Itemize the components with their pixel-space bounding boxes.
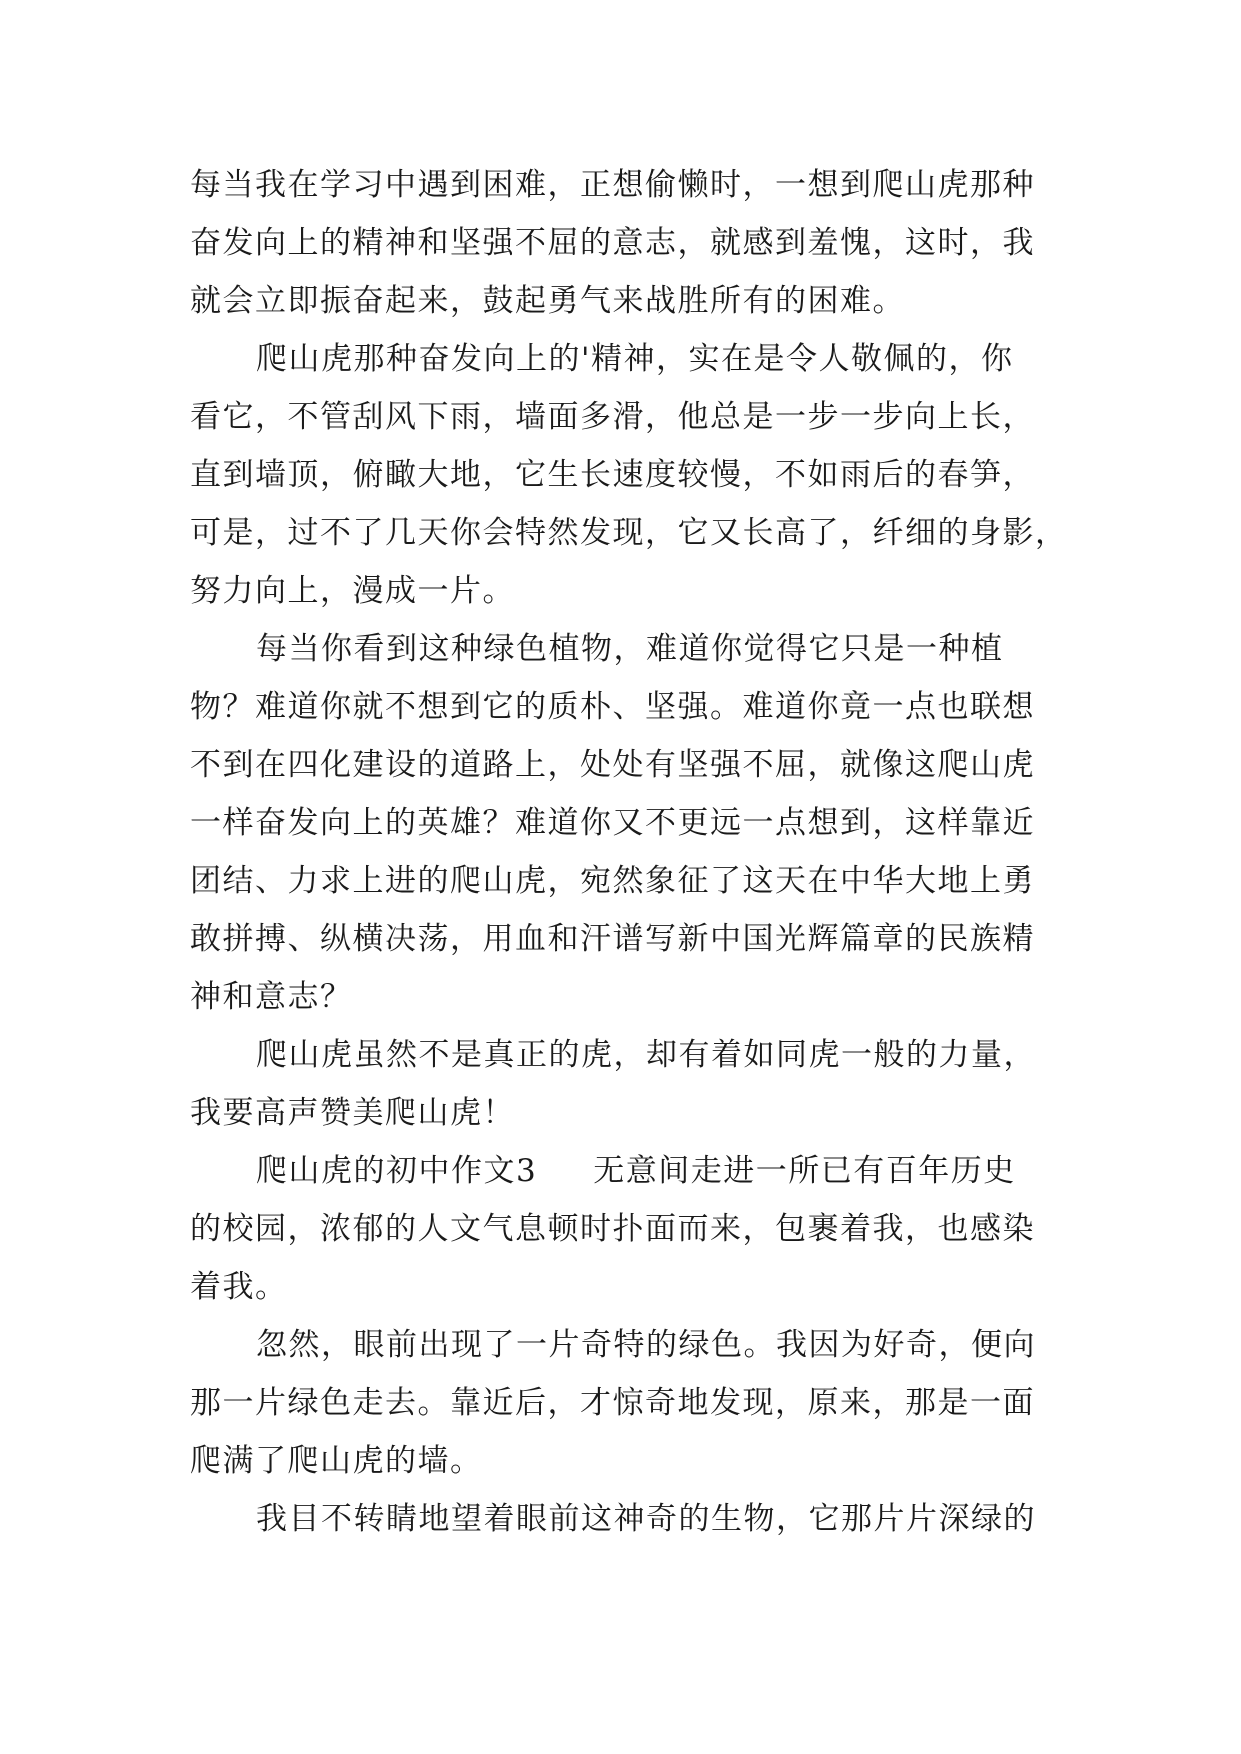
text-line: 那一片绿色走去。靠近后，才惊奇地发现，原来，那是一面 [190, 1385, 1035, 1421]
text-line: 爬满了爬山虎的墙。 [190, 1443, 483, 1479]
text-line: 忽然，眼前出现了一片奇特的绿色。我因为好奇，便向 [256, 1327, 1036, 1363]
paragraph [190, 1490, 1060, 1548]
text-line: 每当你看到这种绿色植物，难道你觉得它只是一种植 [256, 631, 1004, 667]
text-line: 的校园，浓郁的人文气息顿时扑面而来，包裹着我，也感染 [190, 1211, 1035, 1247]
essay-body [190, 156, 1068, 1548]
text-line: 爬山虎那种奋发向上的'精神，实在是令人敬佩的，你 [256, 341, 1014, 377]
text-line: 团结、力求上进的爬山虎，宛然象征了这天在中华大地上勇 [190, 863, 1035, 899]
paragraph [190, 330, 1068, 620]
paragraph [190, 1026, 1060, 1142]
text-line: 看它，不管刮风下雨，墙面多滑，他总是一步一步向上长， [190, 399, 1035, 435]
text-line: 就会立即振奋起来，鼓起勇气来战胜所有的困难。 [190, 283, 905, 319]
paragraph [190, 1142, 1060, 1316]
paragraph [190, 620, 1060, 1026]
text-span: 无意间走进一所已有百年历史 [593, 1153, 1016, 1189]
text-line: 爬山虎虽然不是真正的虎，却有着如同虎一般的力量， [256, 1037, 1036, 1073]
text-line: 奋发向上的精神和坚强不屈的意志，就感到羞愧，这时，我 [190, 225, 1035, 261]
text-line: 神和意志？ [190, 979, 353, 1015]
text-line: 努力向上，漫成一片。 [190, 573, 515, 609]
text-line: 我要高声赞美爬山虎！ [190, 1095, 515, 1131]
paragraph [190, 156, 1060, 330]
essay-heading: 爬山虎的初中作文3 [256, 1153, 538, 1189]
text-line: 敢拼搏、纵横决荡，用血和汗谱写新中国光辉篇章的民族精 [190, 921, 1035, 957]
text-line [190, 1142, 1060, 1200]
text-line: 一样奋发向上的英雄？难道你又不更远一点想到，这样靠近 [190, 805, 1035, 841]
text-line: 我目不转睛地望着眼前这神奇的生物，它那片片深绿的 [256, 1501, 1036, 1537]
text-line: 着我。 [190, 1269, 288, 1305]
text-line: 直到墙顶，俯瞰大地，它生长速度较慢，不如雨后的春笋， [190, 457, 1035, 493]
text-line: 不到在四化建设的道路上，处处有坚强不屈，就像这爬山虎 [190, 747, 1035, 783]
text-line: 可是，过不了几天你会特然发现，它又长高了，纤细的身影， [190, 515, 1068, 551]
text-line: 物？难道你就不想到它的质朴、坚强。难道你竟一点也联想 [190, 689, 1035, 725]
text-line: 每当我在学习中遇到困难，正想偷懒时，一想到爬山虎那种 [190, 167, 1035, 203]
paragraph [190, 1316, 1060, 1490]
